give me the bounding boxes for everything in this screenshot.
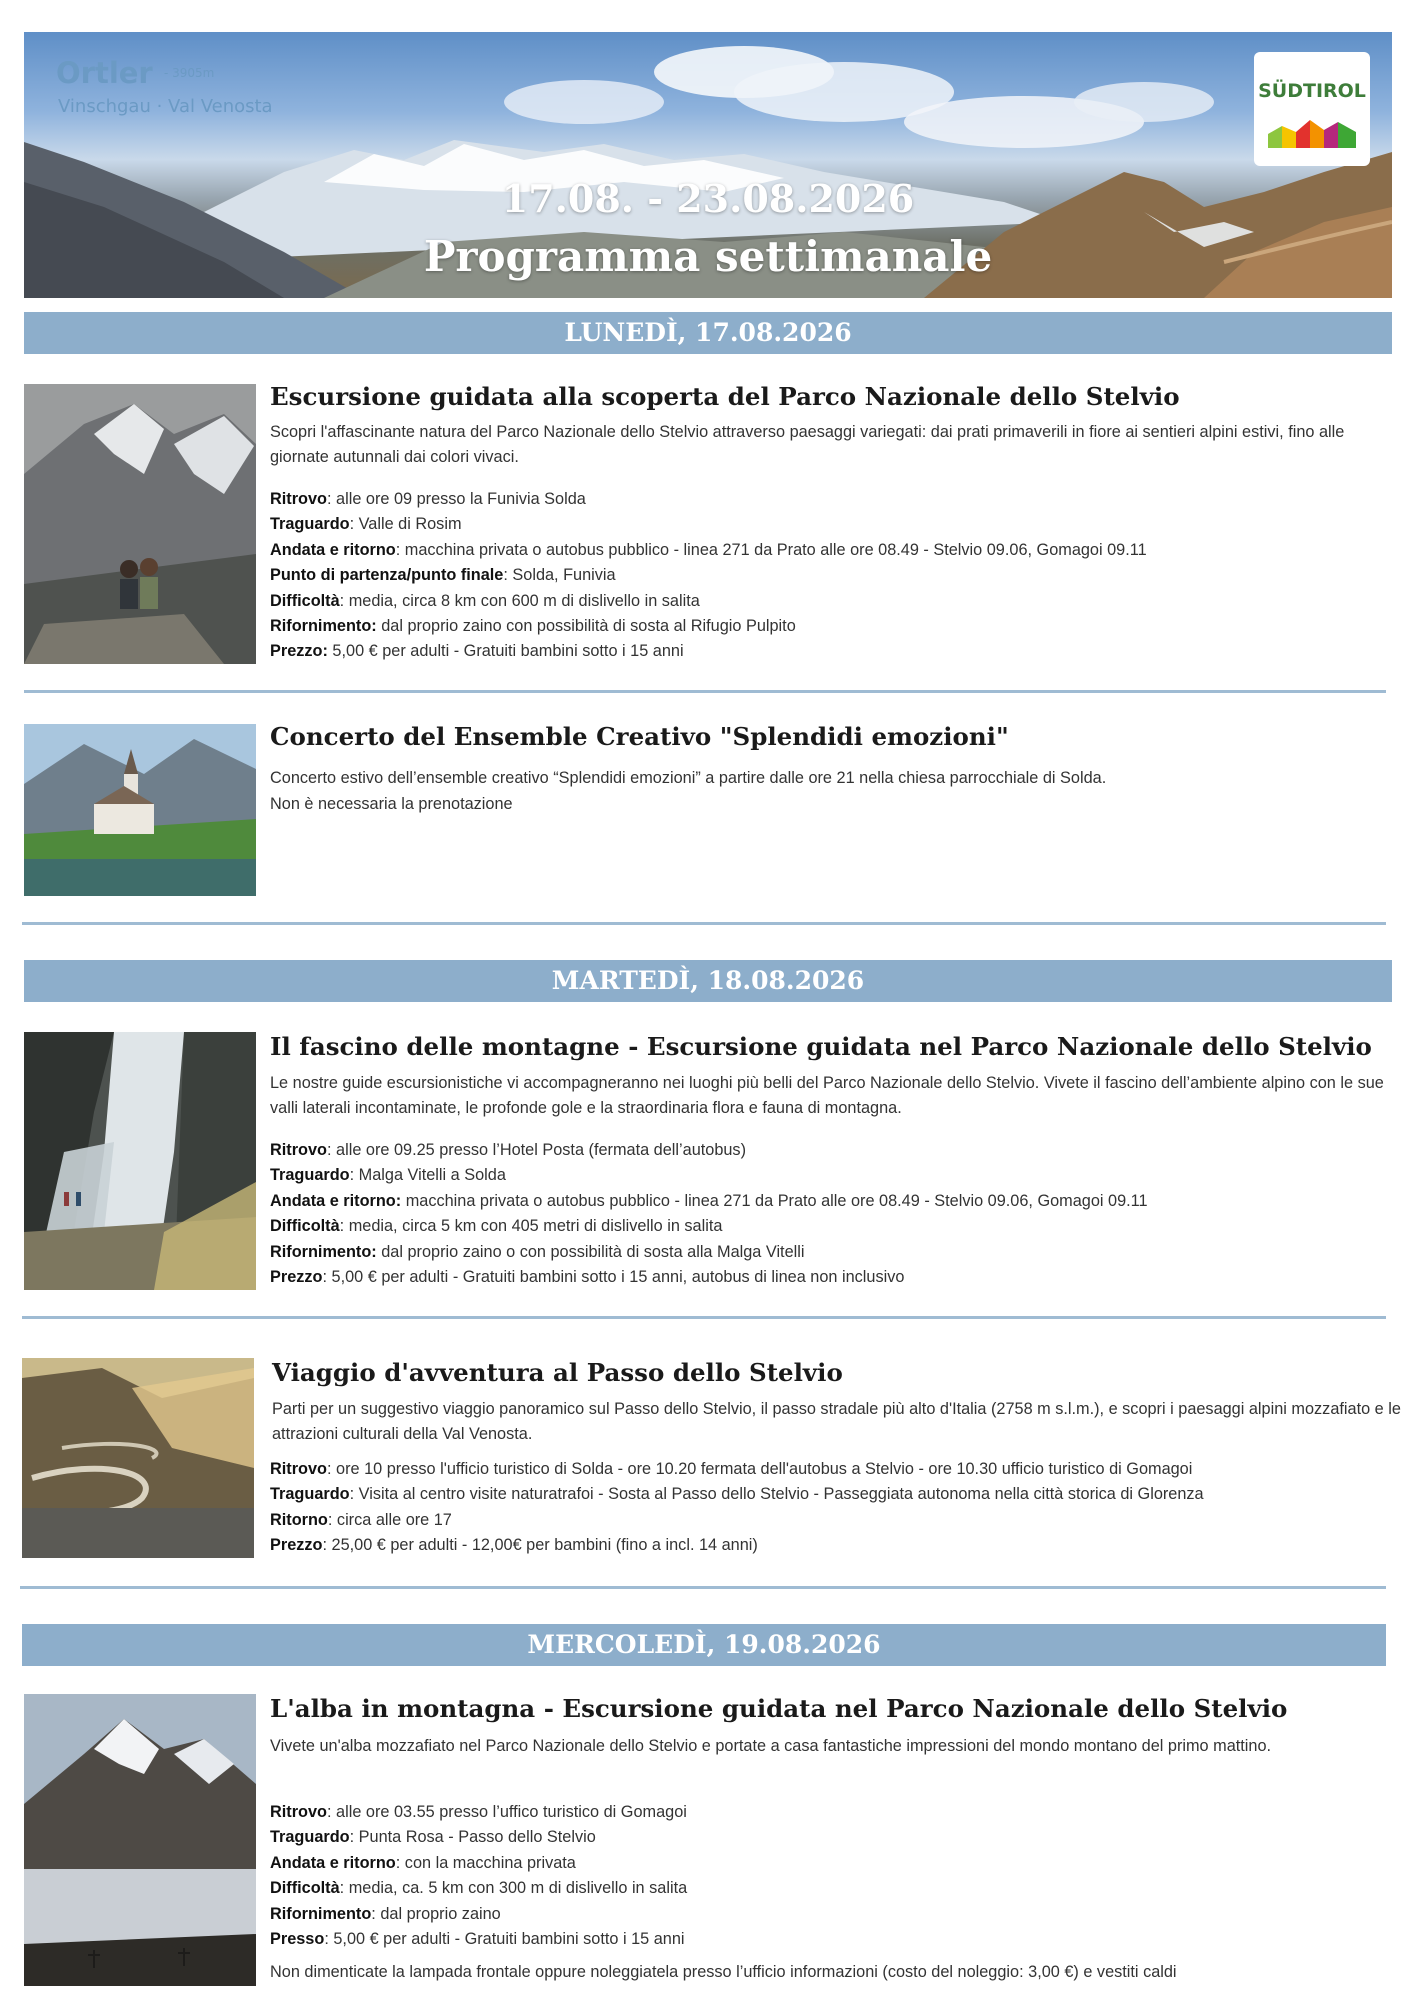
event-note: Non dimenticate la lampada frontale oppure noleggiatela presso l’ufficio informazioni (costo del noleggio: 3,00 €) e vestiti caldi (270, 1963, 1177, 1981)
logo-text: SÜDTIROL (1258, 80, 1366, 102)
suedtirol-logo (1254, 52, 1370, 166)
divider (22, 922, 1386, 925)
detail-line: Difficoltà: media, circa 8 km con 600 m di dislivello in salita (270, 591, 700, 610)
event-title: Concerto del Ensemble Creativo "Splendidi emozioni" (270, 722, 1009, 751)
detail-line: Prezzo: 5,00 € per adulti - Gratuiti bambini sotto i 15 anni, autobus di linea non inclusivo (270, 1268, 905, 1287)
detail-line: Ritrovo: alle ore 03.55 presso l’uffico turistico di Gomagoi (270, 1803, 687, 1821)
logo-color-bars-icon (1268, 114, 1356, 148)
detail-line: Traguardo: Punta Rosa - Passo dello Stelvio (270, 1828, 596, 1847)
event-title: Escursione guidata alla scoperta del Parco Nazionale dello Stelvio (270, 382, 1180, 411)
event-details (270, 1457, 1410, 1559)
detail-line: Andata e ritorno: con la macchina privata (270, 1853, 576, 1872)
detail-line: Punto di partenza/punto finale: Solda, Funivia (270, 566, 616, 585)
detail-line: Traguardo: Valle di Rosim (270, 515, 462, 534)
event-description: Le nostre guide escursionistiche vi accompagneranno nei luoghi più belli del Parco Nazionale dello Stelvio. Vivete il fascino dell’ambiente alpino con le sue valli laterali incontaminate, le profonde gole e la straordinaria flora e fauna di montagna. (270, 1074, 1384, 1117)
detail-line: Ritrovo: alle ore 09 presso la Funivia Solda (270, 490, 586, 508)
event-description: Concerto estivo dell’ensemble creativo “Splendidi emozioni” a partire dalle ore 21 nella chiesa parrocchiale di Solda. (270, 769, 1107, 787)
detail-line: Rifornimento: dal proprio zaino (270, 1904, 501, 1923)
detail-line: Difficoltà: media, ca. 5 km con 300 m di dislivello in salita (270, 1879, 688, 1898)
event-photo (22, 1358, 254, 1558)
detail-line: Presso: 5,00 € per adulti - Gratuiti bambini sotto i 15 anni (270, 1930, 685, 1949)
detail-line: Andata e ritorno: macchina privata o autobus pubblico - linea 271 da Prato alle ore 08.49 - Stelvio 09.06, Gomagoi 09.11 (270, 540, 1147, 559)
brand-altitude: - 3905m (164, 66, 215, 80)
detail-line: Prezzo: 25,00 € per adulti - 12,00€ per bambini (fino a incl. 14 anni) (270, 1536, 758, 1555)
event-photo (24, 724, 256, 896)
day-header-monday: LUNEDÌ, 17.08.2026 (24, 312, 1392, 354)
detail-line: Ritrovo: ore 10 presso l'ufficio turistico di Solda - ore 10.20 fermata dell'autobus a Stelvio - ore 10.30 ufficio turistico di Gomagoi (270, 1460, 1193, 1478)
header-banner (24, 32, 1392, 298)
divider (22, 1316, 1386, 1319)
event-details (270, 487, 1410, 665)
divider (24, 690, 1386, 693)
brand-name: Ortler (56, 56, 153, 90)
detail-line: Ritrovo: alle ore 09.25 presso l’Hotel Posta (fermata dell’autobus) (270, 1141, 746, 1159)
event-note: Non è necessaria la prenotazione (270, 795, 513, 813)
day-header-tuesday: MARTEDÌ, 18.08.2026 (24, 960, 1392, 1002)
detail-line: Traguardo: Visita al centro visite naturatrafoi - Sosta al Passo dello Stelvio - Passeggiata autonoma nella città storica di Glorenza (270, 1485, 1204, 1504)
detail-line: Prezzo: 5,00 € per adulti - Gratuiti bambini sotto i 15 anni (270, 642, 684, 661)
event-description: Vivete un'alba mozzafiato nel Parco Nazionale dello Stelvio e portate a casa fantastiche impressioni del mondo montano del primo mattino. (270, 1737, 1272, 1755)
event-title: Viaggio d'avventura al Passo dello Stelvio (272, 1358, 843, 1387)
detail-line: Rifornimento: dal proprio zaino o con possibilità di sosta alla Malga Vitelli (270, 1242, 805, 1261)
event-details (270, 1800, 1410, 1952)
detail-line: Difficoltà: media, circa 5 km con 405 metri di dislivello in salita (270, 1217, 723, 1236)
event-description: Scopri l'affascinante natura del Parco Nazionale dello Stelvio attraverso paesaggi variegati: dai prati primaverili in fiore ai sentieri alpini estivi, fino alle giornate autunnali dai colori vivaci. (270, 423, 1345, 466)
event-title: Il fascino delle montagne - Escursione guidata nel Parco Nazionale dello Stelvio (270, 1032, 1372, 1061)
detail-line: Traguardo: Malga Vitelli a Solda (270, 1166, 506, 1185)
banner-title: Programma settimanale (423, 232, 993, 281)
brand-region: Vinschgau · Val Venosta (58, 96, 273, 117)
event-photo (24, 384, 256, 664)
divider (20, 1586, 1386, 1589)
event-details (270, 1138, 1410, 1290)
detail-line: Ritorno: circa alle ore 17 (270, 1510, 452, 1529)
event-photo (24, 1694, 256, 1986)
event-title: L'alba in montagna - Escursione guidata nel Parco Nazionale dello Stelvio (270, 1694, 1288, 1723)
banner-dates: 17.08. - 23.08.2026 (501, 176, 915, 221)
detail-line: Andata e ritorno: macchina privata o autobus pubblico - linea 271 da Prato alle ore 08.49 - Stelvio 09.06, Gomagoi 09.11 (270, 1191, 1148, 1210)
event-description: Parti per un suggestivo viaggio panoramico sul Passo dello Stelvio, il passo stradale più alto d'Italia (2758 m s.l.m.), e scopri i paesaggi alpini mozzafiato e le attrazioni culturali della Val Venosta. (272, 1400, 1401, 1443)
detail-line: Rifornimento: dal proprio zaino con possibilità di sosta al Rifugio Pulpito (270, 617, 796, 636)
day-header-wednesday: MERCOLEDÌ, 19.08.2026 (22, 1624, 1386, 1666)
event-photo (24, 1032, 256, 1290)
